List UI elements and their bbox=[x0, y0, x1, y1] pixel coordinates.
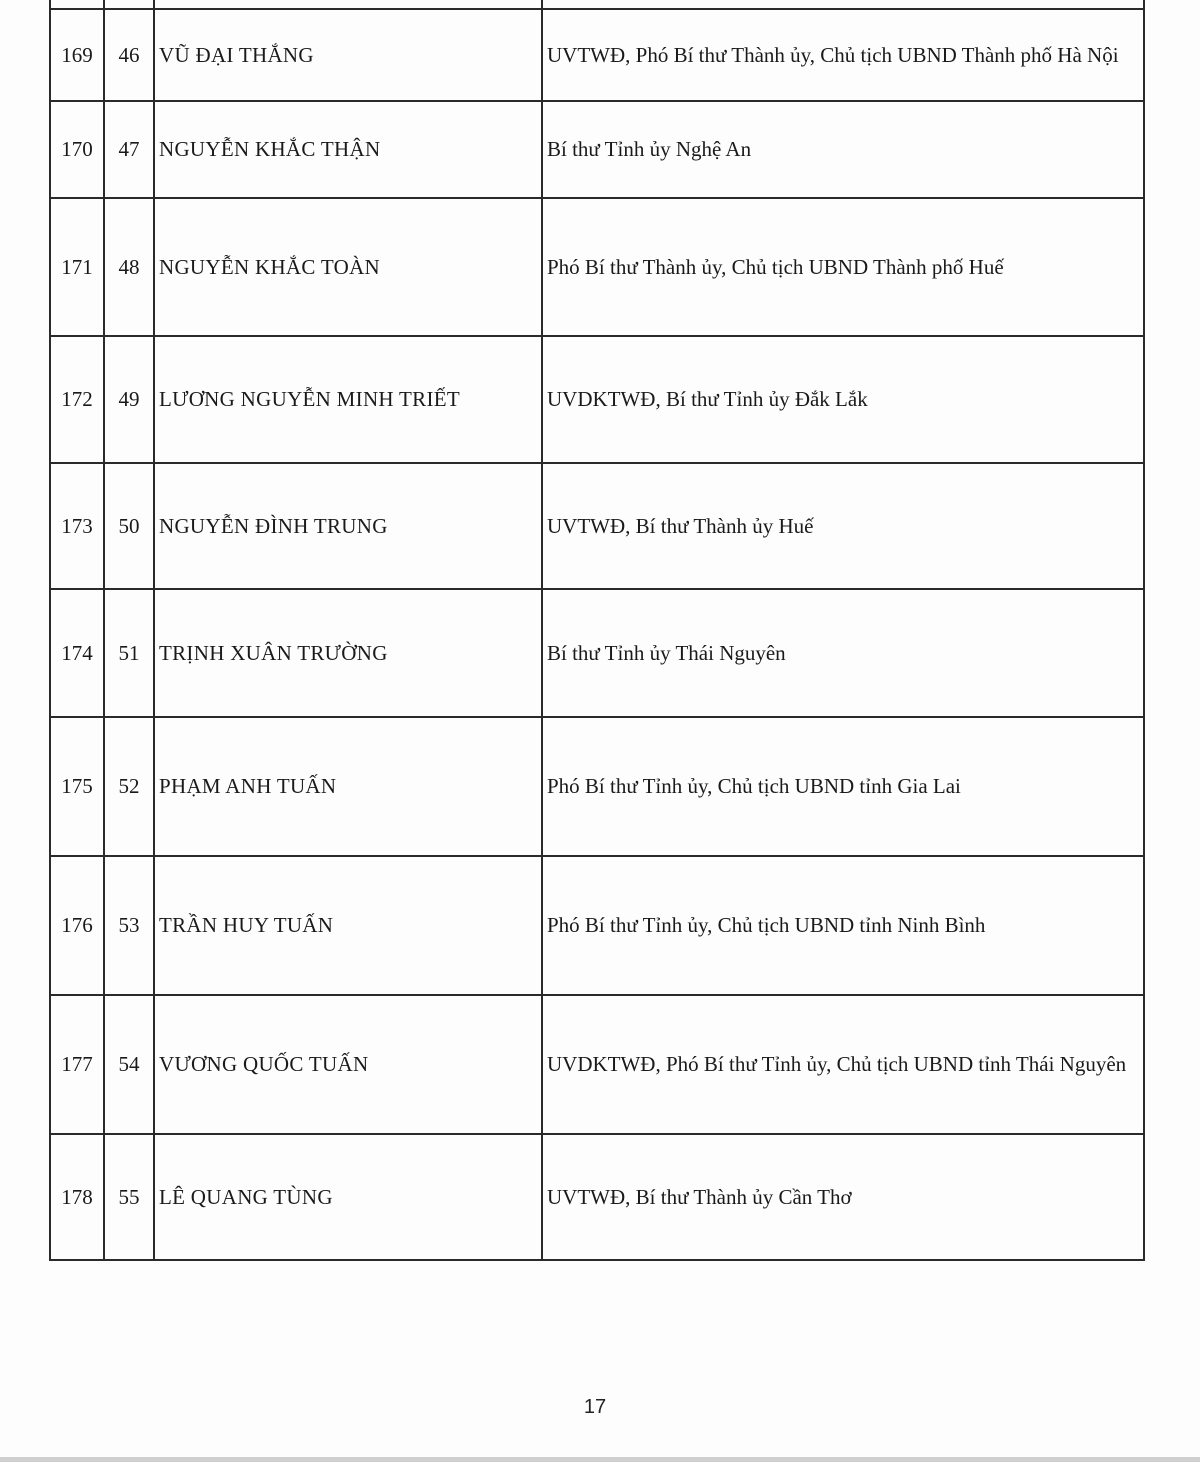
table-row bbox=[50, 717, 1144, 856]
row-sub-index: 53 bbox=[104, 856, 154, 995]
table-row bbox=[50, 463, 1144, 589]
row-index: 174 bbox=[50, 589, 104, 717]
person-position: Phó Bí thư Tỉnh ủy, Chủ tịch UBND tỉnh Ninh Bình bbox=[542, 856, 1144, 995]
person-position: UVTWĐ, Bí thư Thành ủy Huế bbox=[542, 463, 1144, 589]
row-sub-index: 51 bbox=[104, 589, 154, 717]
table-row bbox=[50, 9, 1144, 101]
page-number: 17 bbox=[583, 1396, 607, 1418]
person-position: Bí thư Tỉnh ủy Nghệ An bbox=[542, 101, 1144, 198]
person-name: NGUYỄN KHẮC TOÀN bbox=[154, 198, 542, 336]
person-name: LÊ QUANG TÙNG bbox=[154, 1134, 542, 1260]
personnel-table bbox=[49, 0, 1145, 1261]
table-row bbox=[50, 101, 1144, 198]
row-index: 175 bbox=[50, 717, 104, 856]
person-position: Bí thư Tỉnh ủy Thái Nguyên bbox=[542, 589, 1144, 717]
row-index: 172 bbox=[50, 336, 104, 463]
table-row bbox=[50, 995, 1144, 1134]
row-index: 169 bbox=[50, 9, 104, 101]
table-row bbox=[50, 1134, 1144, 1260]
table-row bbox=[50, 198, 1144, 336]
person-position: UVTWĐ, Phó Bí thư Thành ủy, Chủ tịch UBND Thành phố Hà Nội bbox=[542, 9, 1144, 101]
person-name: NGUYỄN KHẮC THẬN bbox=[154, 101, 542, 198]
row-sub-index: 50 bbox=[104, 463, 154, 589]
table-top-stub bbox=[50, 0, 1144, 9]
person-position: UVDKTWĐ, Phó Bí thư Tỉnh ủy, Chủ tịch UBND tỉnh Thái Nguyên bbox=[542, 995, 1144, 1134]
person-name: LƯƠNG NGUYỄN MINH TRIẾT bbox=[154, 336, 542, 463]
person-position: UVTWĐ, Bí thư Thành ủy Cần Thơ bbox=[542, 1134, 1144, 1260]
scan-edge-divider bbox=[0, 1457, 1200, 1462]
row-sub-index: 48 bbox=[104, 198, 154, 336]
person-name: TRỊNH XUÂN TRƯỜNG bbox=[154, 589, 542, 717]
row-index: 178 bbox=[50, 1134, 104, 1260]
person-position: Phó Bí thư Tỉnh ủy, Chủ tịch UBND tỉnh Gia Lai bbox=[542, 717, 1144, 856]
row-sub-index: 47 bbox=[104, 101, 154, 198]
person-name: VŨ ĐẠI THẮNG bbox=[154, 9, 542, 101]
row-index: 170 bbox=[50, 101, 104, 198]
row-sub-index: 54 bbox=[104, 995, 154, 1134]
person-position: Phó Bí thư Thành ủy, Chủ tịch UBND Thành phố Huế bbox=[542, 198, 1144, 336]
person-name: TRẦN HUY TUẤN bbox=[154, 856, 542, 995]
table-row bbox=[50, 589, 1144, 717]
table-row bbox=[50, 336, 1144, 463]
row-sub-index: 49 bbox=[104, 336, 154, 463]
table-row bbox=[50, 856, 1144, 995]
row-index: 171 bbox=[50, 198, 104, 336]
row-index: 173 bbox=[50, 463, 104, 589]
person-name: NGUYỄN ĐÌNH TRUNG bbox=[154, 463, 542, 589]
row-index: 177 bbox=[50, 995, 104, 1134]
row-sub-index: 46 bbox=[104, 9, 154, 101]
row-sub-index: 52 bbox=[104, 717, 154, 856]
row-index: 176 bbox=[50, 856, 104, 995]
person-name: PHẠM ANH TUẤN bbox=[154, 717, 542, 856]
row-sub-index: 55 bbox=[104, 1134, 154, 1260]
person-position: UVDKTWĐ, Bí thư Tỉnh ủy Đắk Lắk bbox=[542, 336, 1144, 463]
person-name: VƯƠNG QUỐC TUẤN bbox=[154, 995, 542, 1134]
